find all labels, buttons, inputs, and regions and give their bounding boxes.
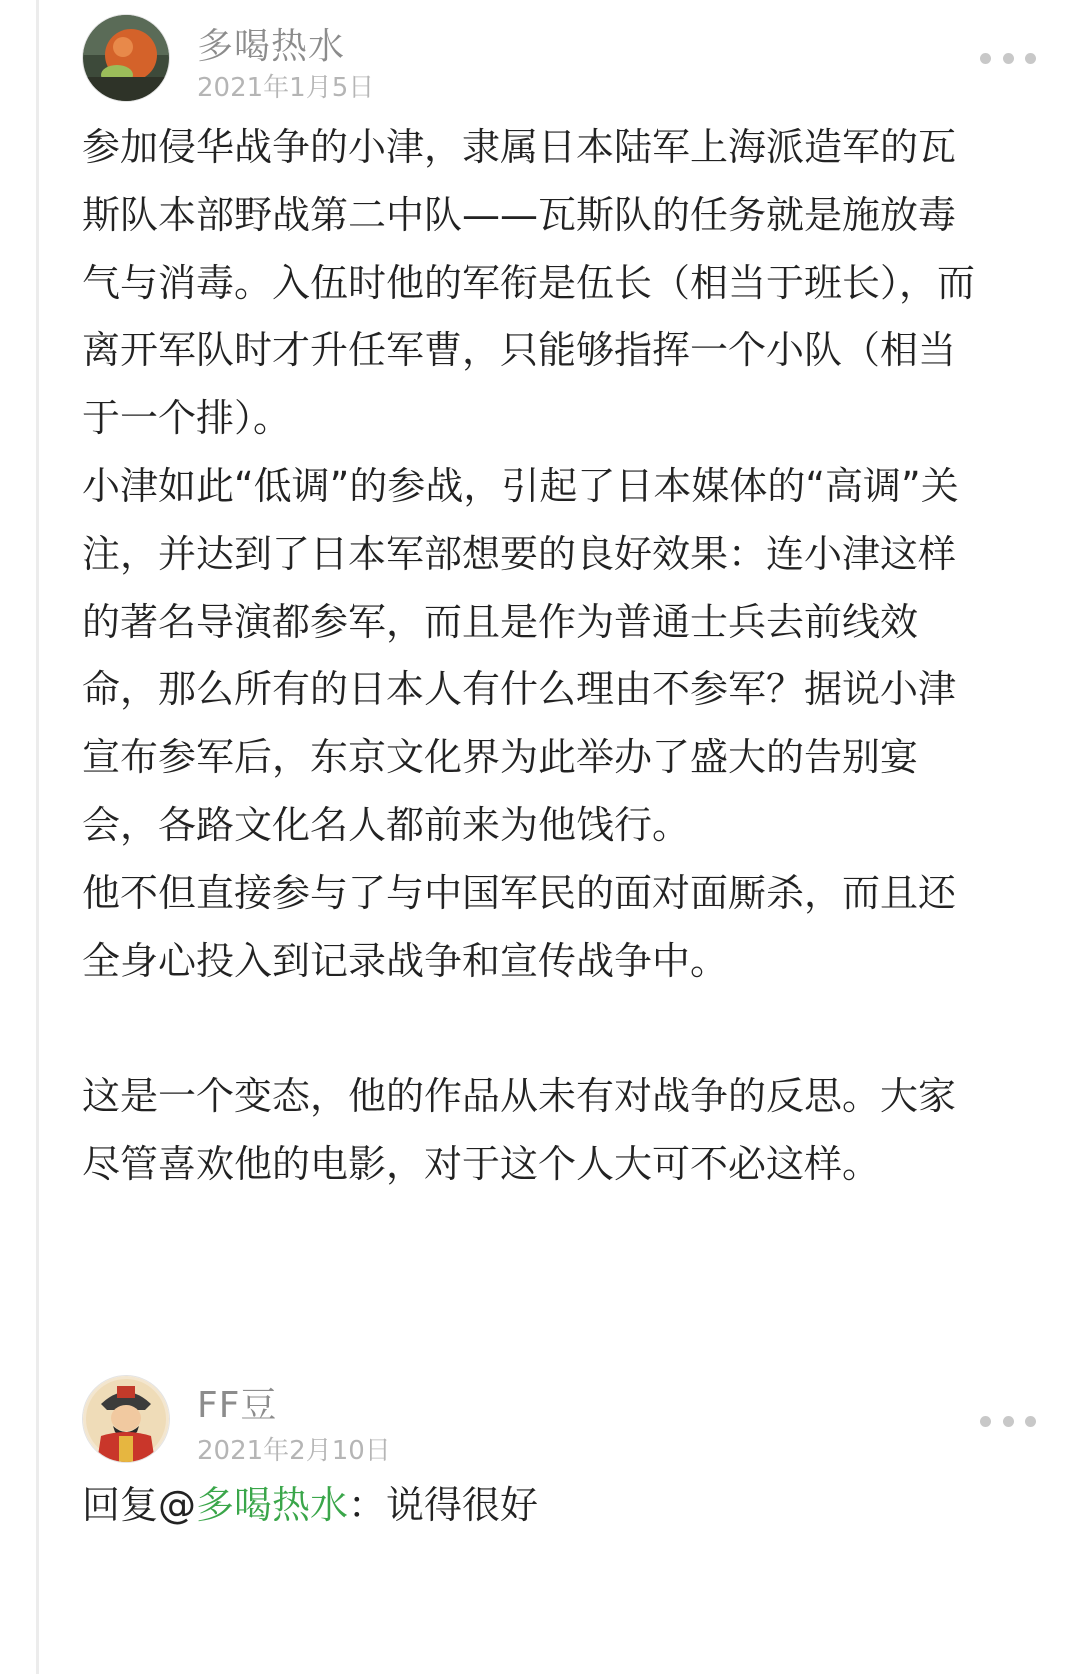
blank-line — [82, 995, 982, 1063]
post-date: 2021年1月5日 — [197, 73, 375, 103]
reply-text: ：说得很好 — [348, 1483, 539, 1527]
mention-link[interactable]: 多喝热水 — [196, 1483, 349, 1527]
avatar-photo-icon — [83, 15, 169, 101]
username[interactable]: FF豆 — [197, 1385, 278, 1426]
comment-paragraph: 参加侵华战争的小津，隶属日本陆军上海派造军的瓦斯队本部野战第二中队——瓦斯队的任务就是施放毒气与消毒。入伍时他的军衔是伍长（相当于班长），而离开军队时才升任军曹，只能够指挥一个小队（相当于一个排）。 — [82, 125, 976, 441]
comment-body — [82, 114, 982, 1199]
comment-paragraph: 这是一个变态，他的作品从未有对战争的反思。大家尽管喜欢他的电影，对于这个人大可不必这样。 — [82, 1074, 957, 1186]
avatar-illustration-icon — [83, 1376, 169, 1462]
thread-line — [36, 0, 39, 1674]
reply-body — [82, 1477, 538, 1533]
post-date: 2021年2月10日 — [197, 1436, 391, 1466]
more-dots-icon[interactable] — [980, 1413, 1036, 1429]
avatar[interactable] — [82, 1375, 170, 1463]
more-dots-icon[interactable] — [980, 50, 1036, 66]
reply-prefix: 回复@ — [82, 1483, 197, 1527]
avatar[interactable] — [82, 14, 170, 102]
comment-paragraph: 他不但直接参与了与中国军民的面对面厮杀，而且还全身心投入到记录战争和宣传战争中。 — [82, 870, 957, 983]
username[interactable]: 多喝热水 — [197, 26, 346, 67]
comment-paragraph: 小津如此“低调”的参战，引起了日本媒体的“高调”关注，并达到了日本军部想要的良好效果：连小津这样的著名导演都参军，而且是作为普通士兵去前线效命，那么所有的日本人有什么理由不参军？据说小津宣布参军后，东京文化界为此举办了盛大的告别宴会，各路文化名人都前来为他饯行。 — [82, 463, 959, 847]
